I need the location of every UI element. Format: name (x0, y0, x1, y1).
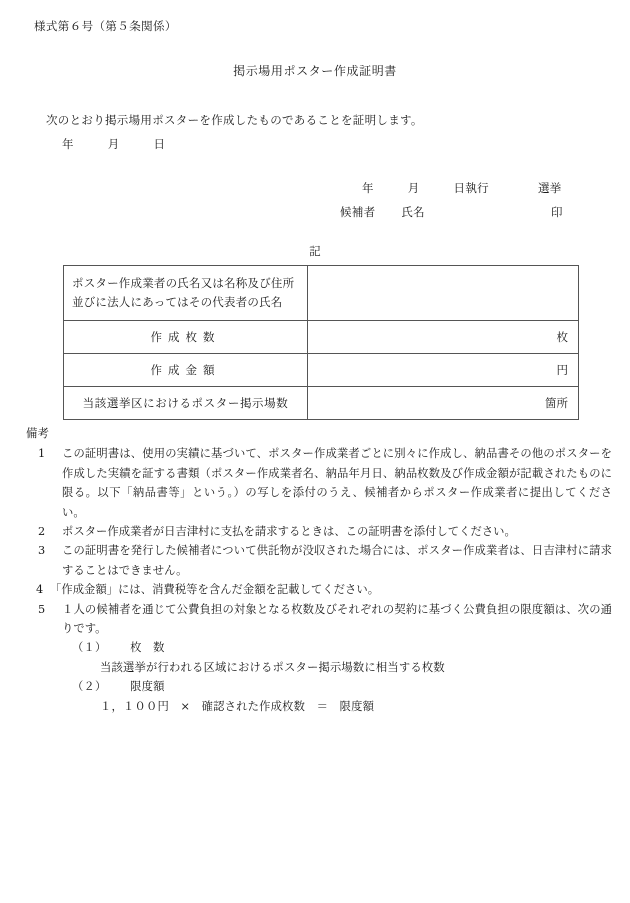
issue-date-day: 日 (153, 137, 166, 151)
note-number: 3 (38, 544, 46, 558)
row-label-boards: 当該選挙区におけるポスター掲示場数 (64, 387, 308, 420)
sub-item-title: 限度額 (130, 680, 165, 694)
note-text: この証明書を発行した候補者について供託物が没収された場合には、ポスター作成業者は、日吉津村に請求することはできません。 (62, 544, 612, 577)
row-value-boards[interactable]: 箇所 (308, 387, 579, 420)
poster-detail-table (63, 265, 579, 420)
sub-item-label: （１） (72, 641, 107, 655)
table-row (64, 266, 579, 321)
note-text: この証明書は、使用の実績に基づいて、ポスター作成業者ごとに別々に作成し、納品書その他のポスターを作成した実績を証する書類（ポスター作成業者名、納品年月日、納品枚数及び作成金額が記載されたものに限る。以下「納品書等」という。）の写しを添付のうえ、候補者からポスター作成業者に提出してください。 (62, 447, 612, 519)
table-row (64, 387, 579, 420)
candidate-name-label: 氏名 (401, 205, 425, 219)
table-row (64, 354, 579, 387)
producer-label-line1: ポスター作成業者の氏名又は名称及び住所 (72, 276, 295, 290)
section-marker: 記 (309, 244, 321, 258)
note-item (26, 541, 612, 580)
notes-heading: 備考 (26, 427, 50, 440)
row-label-quantity: 作成枚数 (64, 321, 308, 354)
row-label-producer (64, 266, 308, 321)
row-label-amount: 作成金額 (64, 354, 308, 387)
election-date-day-exec: 日執行 (453, 181, 489, 195)
row-value-quantity[interactable]: 枚 (308, 321, 579, 354)
note-item (26, 600, 612, 639)
sub-item-heading (26, 677, 612, 696)
table-row (64, 321, 579, 354)
election-date-year: 年 (362, 181, 374, 195)
note-item (26, 580, 612, 599)
note-text: 「作成金額」には、消費税等を含んだ金額を記載してください。 (50, 583, 380, 597)
sub-item-title: 枚 数 (130, 641, 165, 655)
note-number: 2 (38, 525, 46, 539)
issue-date-month: 月 (107, 137, 120, 151)
issue-date-year: 年 (62, 137, 74, 151)
note-number: 5 (38, 602, 46, 616)
form-number: 様式第６号（第５条関係） (34, 19, 177, 33)
candidate-line (340, 204, 425, 220)
note-item (26, 522, 612, 541)
seal-label: 印 (551, 205, 563, 219)
note-text: ポスター作成業者が日吉津村に支払を請求するときは、この証明書を添付してください。 (62, 525, 516, 539)
sub-item-detail: 当該選挙が行われる区域におけるポスター掲示場数に相当する枚数 (100, 660, 445, 674)
election-date-month: 月 (407, 181, 420, 195)
producer-label-line2: 並びに法人にあってはその代表者の氏名 (72, 295, 283, 309)
sub-item-label: （２） (72, 680, 107, 694)
notes-section (26, 424, 612, 716)
note-text: １人の候補者を通じて公費負担の対象となる枚数及びそれぞれの契約に基づく公費負担の限度額は、次の通りです。 (62, 602, 612, 636)
lead-statement: 次のとおり掲示場用ポスターを作成したものであることを証明します。 (46, 113, 423, 127)
row-value-amount[interactable]: 円 (308, 354, 579, 387)
note-number: 1 (38, 447, 46, 461)
document-title: 掲示場用ポスター作成証明書 (233, 64, 397, 78)
issue-date-line (62, 136, 165, 152)
sub-item-heading (26, 638, 612, 657)
election-label: 選挙 (538, 181, 562, 195)
sub-item-detail: １，１００円 × 確認された作成枚数 ＝ 限度額 (100, 699, 375, 713)
candidate-label: 候補者 (340, 205, 376, 219)
row-value-producer[interactable] (308, 266, 579, 321)
election-date-line (362, 180, 489, 196)
note-item (26, 444, 612, 522)
note-number: 4 (36, 583, 44, 597)
